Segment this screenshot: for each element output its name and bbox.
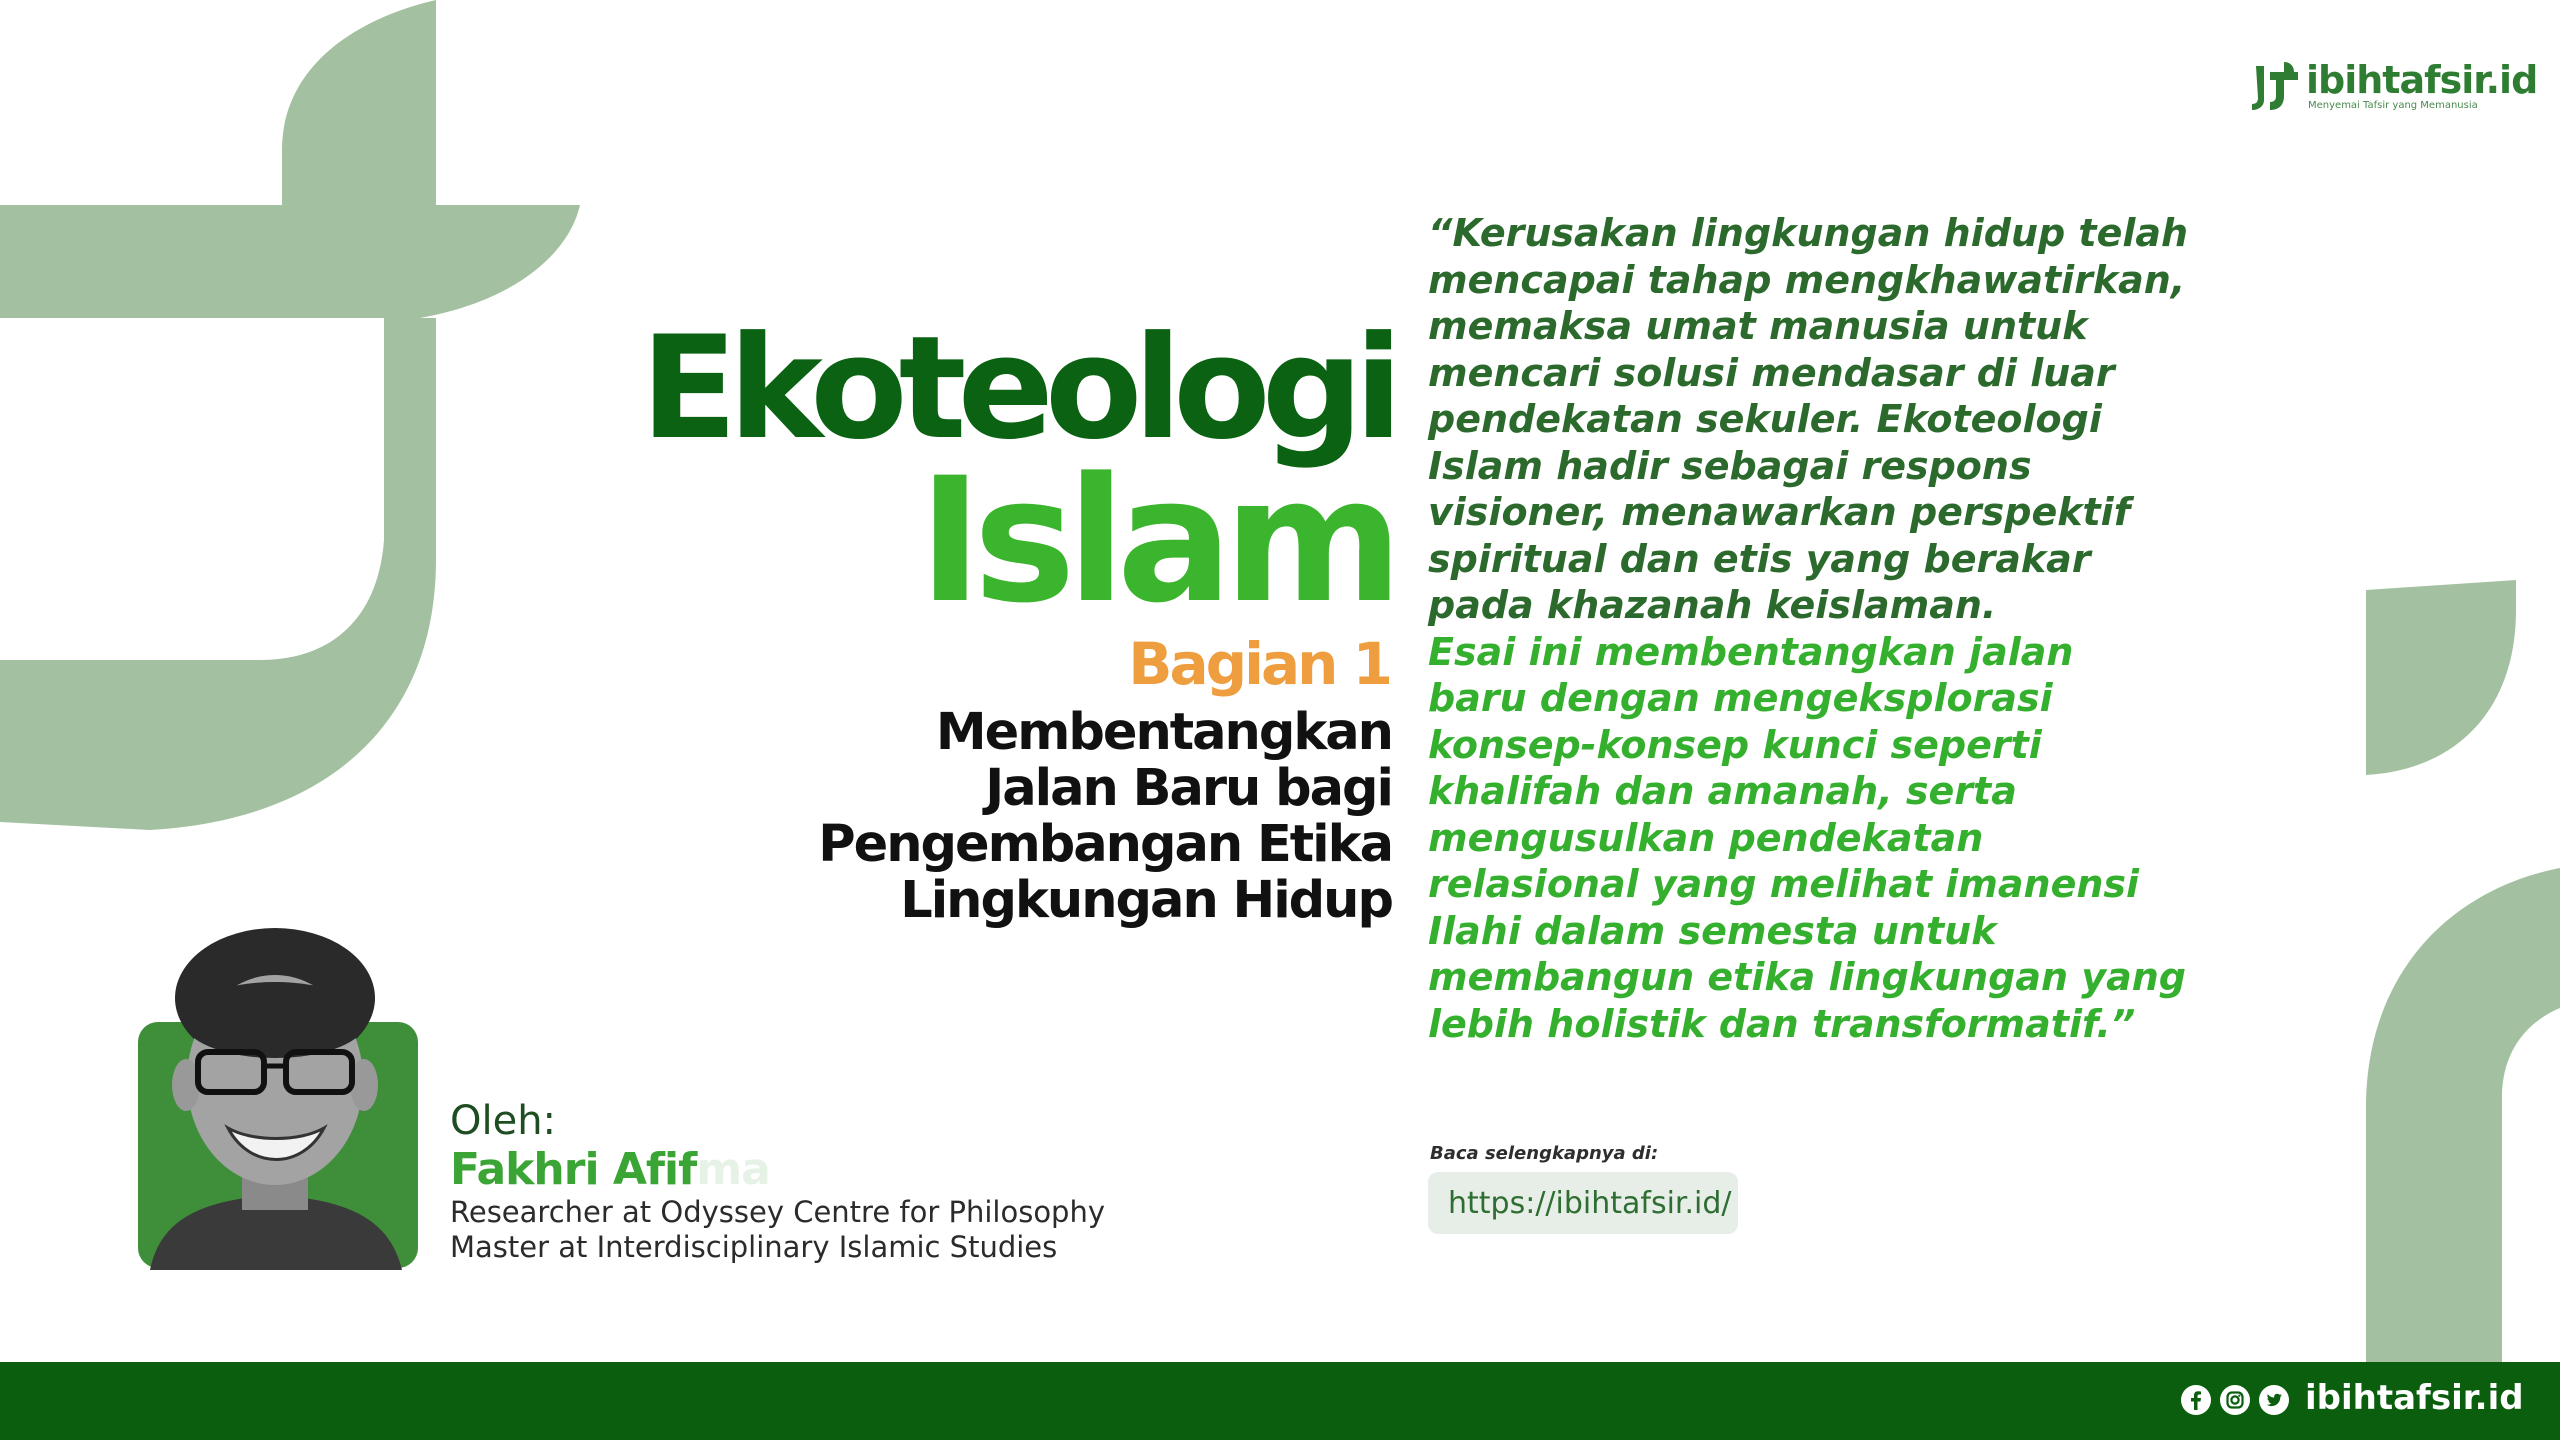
subtitle-line: Jalan Baru bagi <box>985 759 1392 818</box>
quote-line: konsep-konsep kunci seperti <box>1428 722 2042 767</box>
quote-line: khalifah dan amanah, serta <box>1428 769 2017 813</box>
author-role: Master at Interdisciplinary Islamic Studies <box>450 1230 1058 1264</box>
title-line-1: Ekoteologi <box>640 306 1394 471</box>
logo-wordmark: ibihtafsir.id <box>2306 58 2538 102</box>
logo-mark-icon <box>2250 60 2300 112</box>
url-link-text[interactable]: https://ibihtafsir.id/ <box>1448 1186 1732 1221</box>
title-line-2: Islam <box>918 440 1394 641</box>
author-name-text: Fakhri Afif <box>450 1144 697 1195</box>
quote-line: relasional yang melihat imanensi <box>1428 862 2140 906</box>
part-label: Bagian 1 <box>1128 630 1390 698</box>
by-label: Oleh: <box>450 1098 557 1144</box>
quote-line: Ilahi dalam semesta untuk <box>1428 908 1997 953</box>
quote-line: baru dengan mengeksplorasi <box>1428 676 2053 720</box>
subtitle-line: Lingkungan Hidup <box>900 871 1392 930</box>
quote-line: pada khazanah keislaman. <box>1428 583 1997 627</box>
brand-logo[interactable] <box>2250 58 2538 120</box>
quote-line: “Kerusakan lingkungan hidup telah <box>1428 211 2189 255</box>
instagram-icon[interactable] <box>2219 1384 2251 1416</box>
quote-line: mencapai tahap mengkhawatirkan, <box>1428 257 2186 302</box>
facebook-icon[interactable] <box>2180 1384 2212 1416</box>
author-role: Researcher at Odyssey Centre for Philosophy <box>450 1195 1106 1229</box>
quote-line: visioner, menawarkan perspektif <box>1428 490 2131 534</box>
footer-site-link[interactable]: ibihtafsir.id <box>2305 1378 2524 1418</box>
quote-line: mengusulkan pendekatan <box>1428 815 1984 860</box>
read-more-label: Baca selengkapnya di: <box>1430 1143 1659 1164</box>
twitter-icon[interactable] <box>2258 1384 2290 1416</box>
author-name-faded: ma <box>696 1144 770 1195</box>
footer-bar <box>0 1362 2560 1440</box>
quote-line: membangun etika lingkungan yang <box>1428 955 2186 999</box>
subtitle-line: Pengembangan Etika <box>818 815 1392 874</box>
subtitle-line: Membentangkan <box>935 703 1392 762</box>
quote-line: Islam hadir sebagai respons <box>1428 443 2032 488</box>
quote-block <box>1428 210 2188 1047</box>
quote-line: spiritual dan etis yang berakar <box>1428 536 2091 581</box>
subtitle <box>692 705 1392 929</box>
quote-line: pendekatan sekuler. Ekoteologi <box>1428 397 2102 441</box>
quote-line: memaksa umat manusia untuk <box>1428 304 2088 348</box>
quote-line: lebih holistik dan transformatif.” <box>1428 1001 2136 1046</box>
decor-leaf-shape <box>2366 580 2536 780</box>
url-link-button[interactable] <box>1428 1172 1738 1234</box>
logo-tagline: Menyemai Tafsir yang Memanusia <box>2308 100 2478 111</box>
author-name <box>450 1144 770 1195</box>
quote-line: Esai ini membentangkan jalan <box>1428 629 2074 674</box>
author-photo <box>130 920 420 1270</box>
decor-stem-shape <box>2366 868 2560 1368</box>
quote-line: mencari solusi mendasar di luar <box>1428 350 2115 395</box>
decor-t-shape <box>0 0 600 840</box>
